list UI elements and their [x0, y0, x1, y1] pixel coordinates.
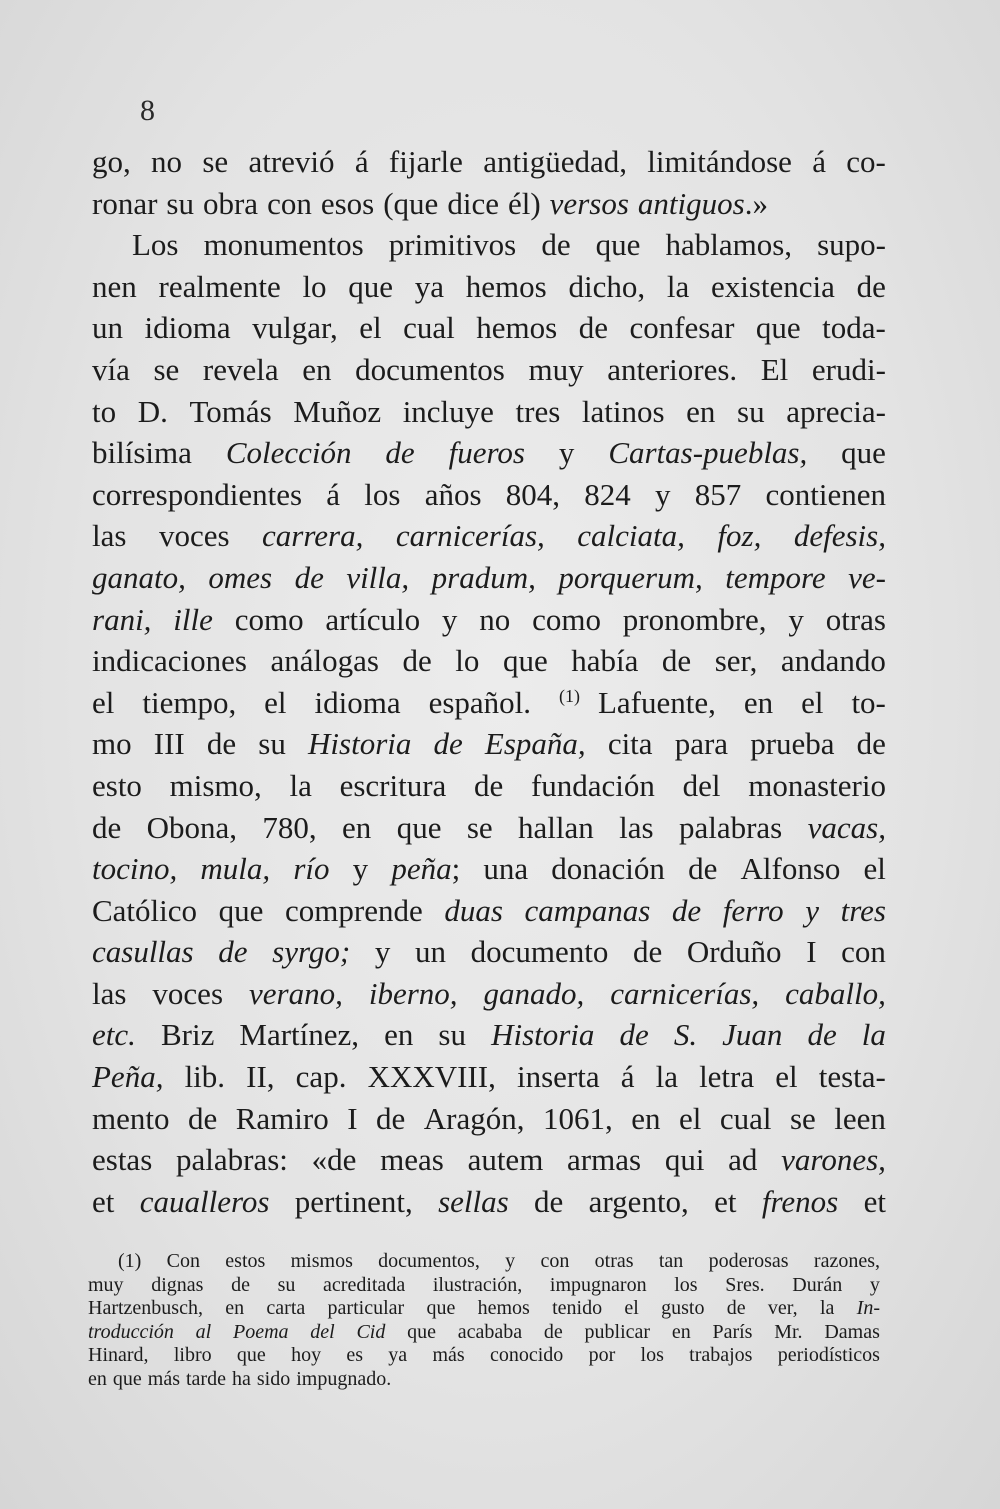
footnote-line: muy dignas de su acreditada ilustración, impugnaron los Sres. Durán y — [88, 1273, 880, 1296]
text-line: to D. Tomás Muñoz incluye tres latinos en su apreciа- — [92, 393, 886, 429]
text-line: tocino, mula, río y peña; una donación de Alfonso el — [92, 851, 886, 887]
footnote-line: (1) Con estos mismos documentos, y con otras tan poderosas razones, — [118, 1250, 880, 1272]
text-line: estas palabras: «de meas autem armas qui ad varones, — [92, 1142, 886, 1178]
text-line: go, no se atrevió á fijarle antigüedad, limitándose á co- — [92, 144, 886, 179]
text-line: bilísima Colección de fueros y Cartas-pueblas, que — [92, 435, 886, 471]
text-line: Peña, lib. II, cap. XXXVIII, inserta á la letra el testa- — [92, 1059, 886, 1095]
text-line: las voces carrera, carnicerías, calciata, foz, defesis, — [92, 518, 886, 554]
page-number: 8 — [140, 94, 155, 127]
footnote-line: Hinard, libro que hoy es ya más conocido por los trabajos periodísticos — [88, 1344, 880, 1367]
text-line: et caualleros pertinent, sellas de argento, et frenos et — [92, 1183, 886, 1219]
text-line: nen realmente lo que ya hemos dicho, la existencia de — [92, 268, 886, 304]
text-line: indicaciones análogas de lo que había de ser, andando — [92, 643, 886, 679]
text-line: vía se revela en documentos muy anteriores. El erudi- — [92, 351, 886, 387]
text-line: Católico que comprende duas campanas de ferro y tres — [92, 892, 886, 928]
footnote-line: Hartzenbusch, en carta particular que hemos tenido el gusto de ver, la In- — [88, 1297, 880, 1320]
text-line: ganato, omes de villa, pradum, porquerum, tempore ve- — [92, 559, 886, 595]
text-line: mo III de su Historia de España, cita para prueba de — [92, 726, 886, 762]
text-line: de Obona, 780, en que se hallan las palabras vacas, — [92, 809, 886, 845]
footnote-line: troducción al Poema del Cid que acababa de publicar en París Mr. Damas — [88, 1320, 880, 1343]
body-text — [92, 141, 886, 1222]
text-line: etc. Briz Martínez, en su Historia de S. Juan de la — [92, 1017, 886, 1053]
text-line: casullas de syrgo; y un documento de Orduño I con — [92, 934, 886, 970]
text-line: ronar su obra con esos (que dice él) versos antiguos.» — [92, 185, 768, 221]
text-line: Los monumentos primitivos de que hablamos, supo- — [132, 227, 886, 263]
text-line: el tiempo, el idioma español. $^{(1)}$ Lafuente, en el to- — [92, 684, 886, 720]
text-line: un idioma vulgar, el cual hemos de confesar que toda- — [92, 310, 886, 346]
text-line: mento de Ramiro I de Aragón, 1061, en el cual se leen — [92, 1100, 886, 1136]
footnote-line: en que más tarde ha sido impugnado. — [88, 1367, 392, 1390]
footnote — [88, 1250, 880, 1392]
text-line: las voces verano, iberno, ganado, carnicerías, caballo, — [92, 975, 886, 1011]
text-line: correspondientes á los años 804, 824 y 857 contienen — [92, 476, 886, 512]
text-line: esto mismo, la escritura de fundación del monasterio — [92, 767, 886, 803]
text-line: rani, ille como artículo y no como pronombre, y otras — [92, 601, 886, 637]
